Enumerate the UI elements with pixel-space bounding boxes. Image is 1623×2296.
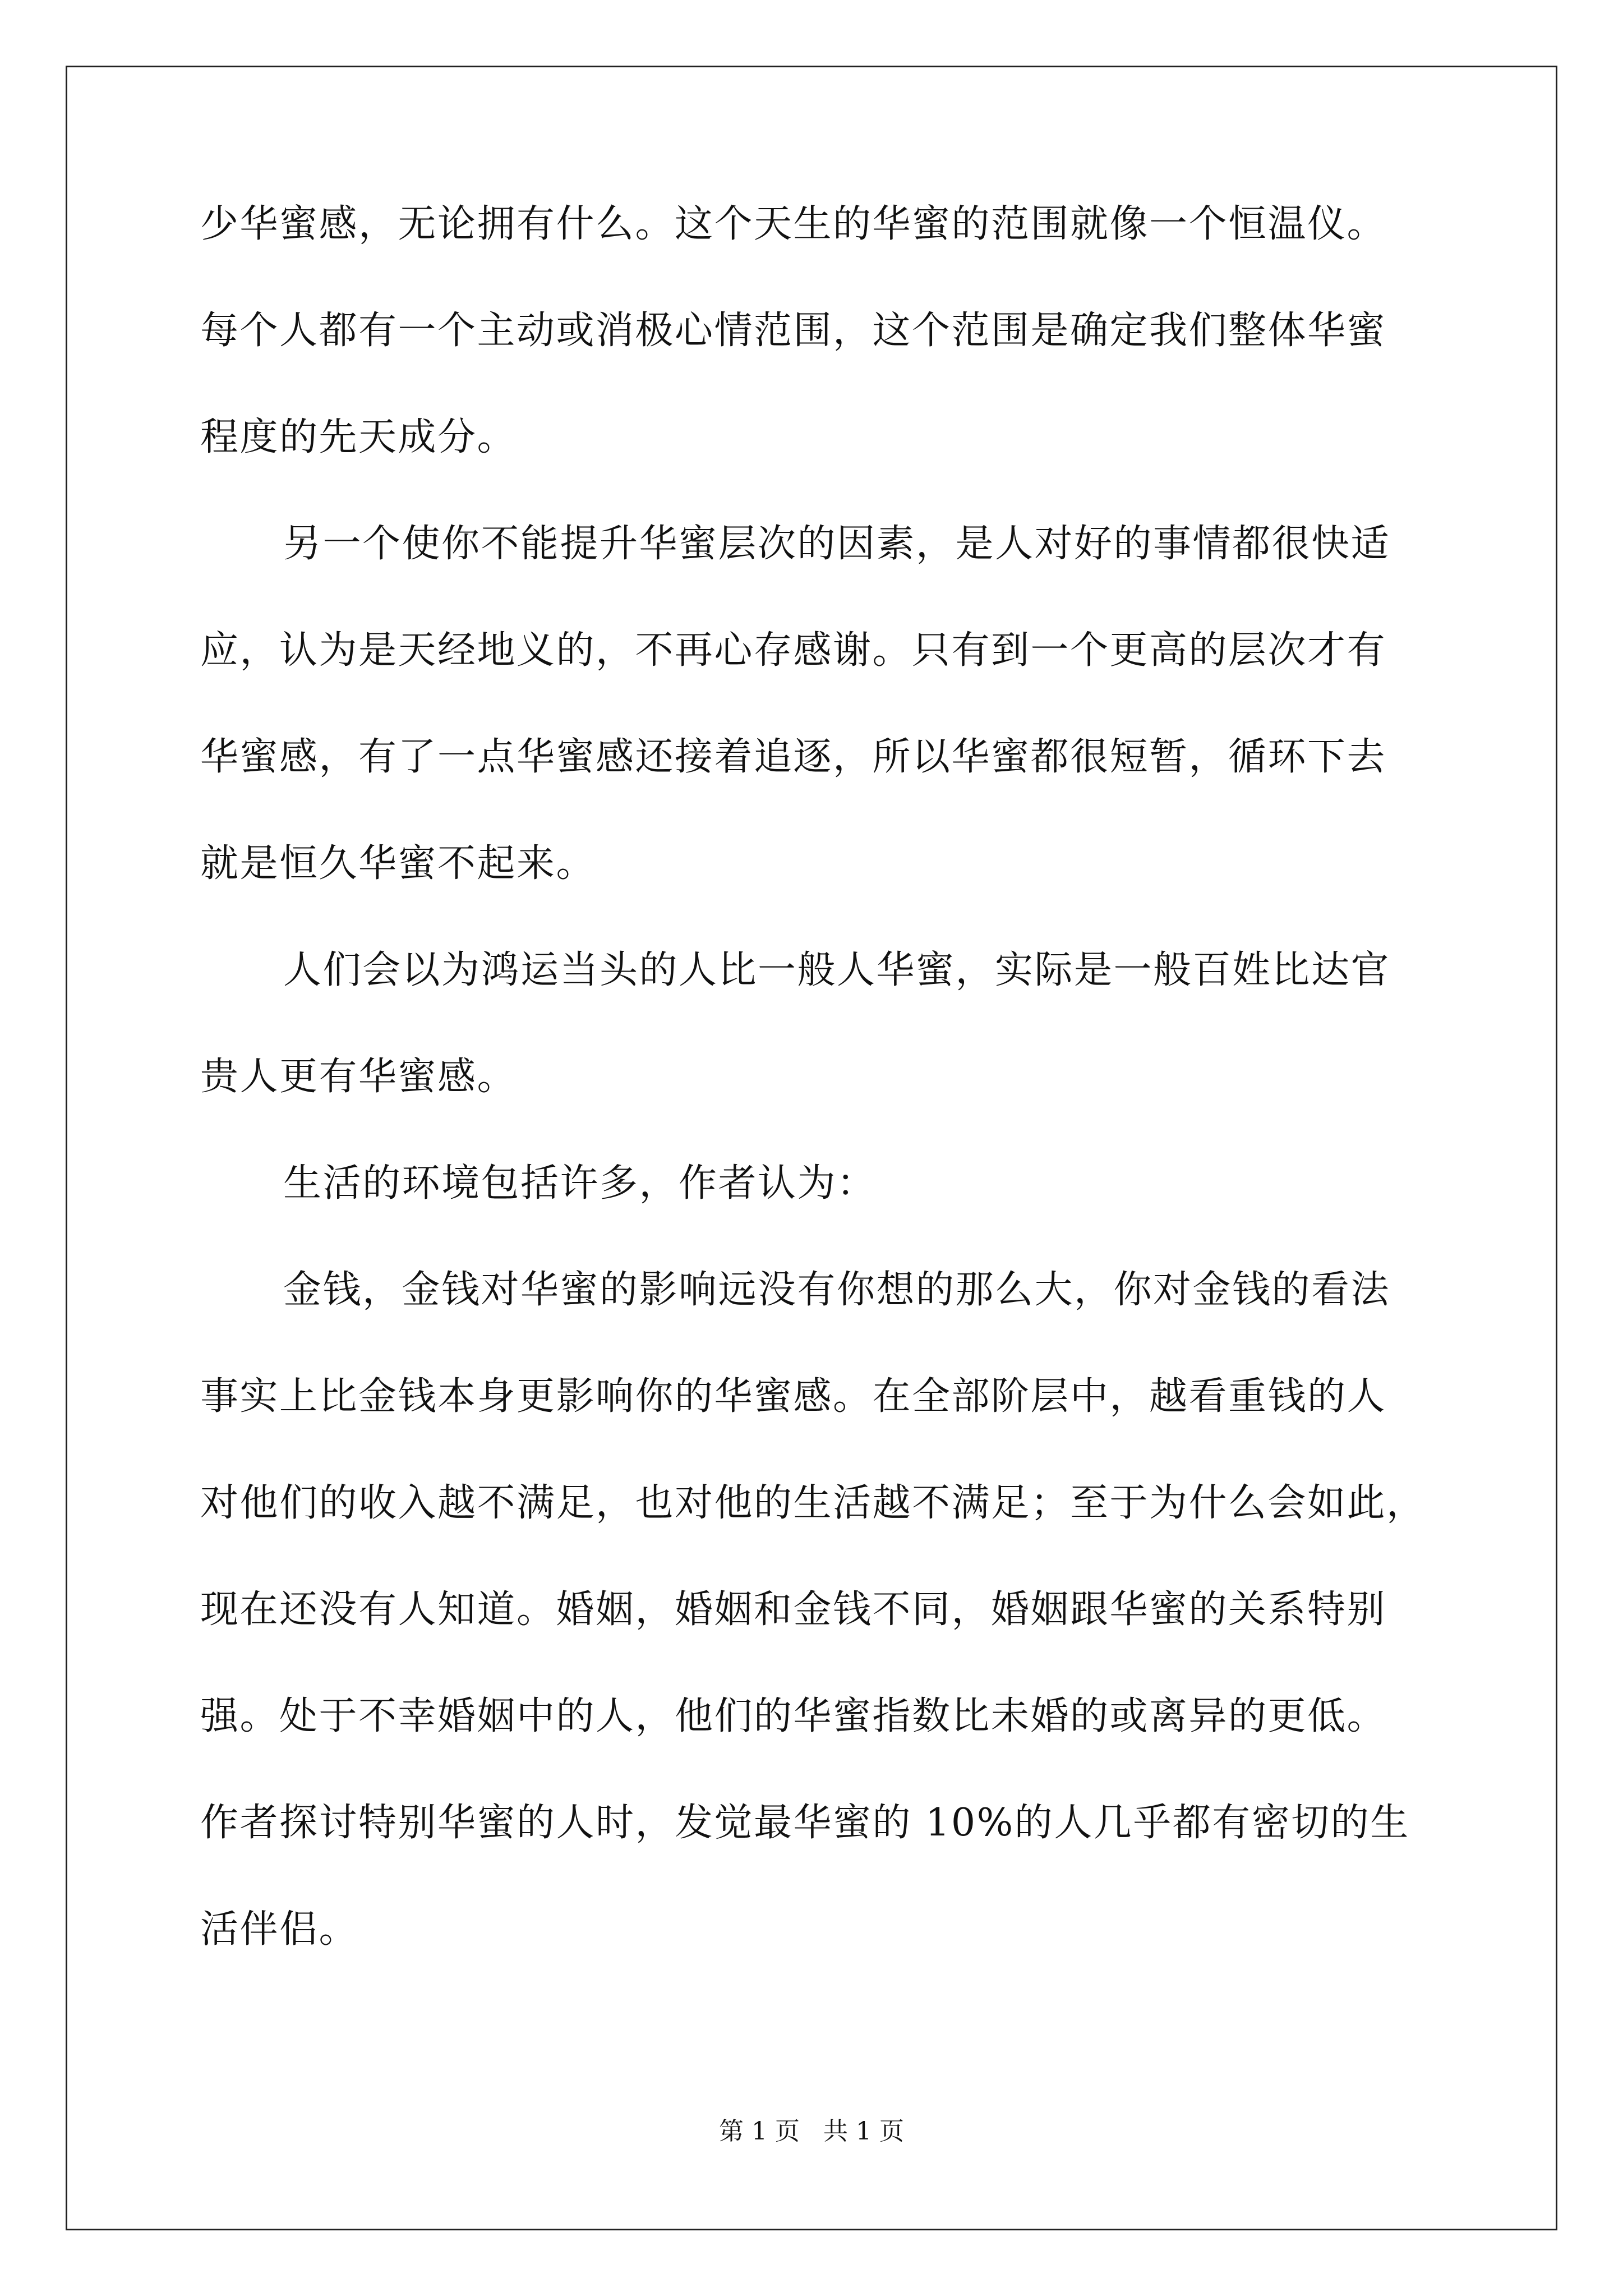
text-line: 作者探讨特别华蜜的人时，发觉最华蜜的 10%的人几乎都有密切的生 [200, 1801, 1410, 1845]
text-line: 程度的先天成分。 [200, 415, 517, 459]
page-border [66, 66, 1557, 2230]
page-number-footer: 第 1 页 共 1 页 [719, 2117, 904, 2146]
text-line: 事实上比金钱本身更影响你的华蜜感。在全部阶层中，越看重钱的人 [200, 1374, 1387, 1419]
text-line: 强。处于不幸婚姻中的人，他们的华蜜指数比未婚的或离异的更低。 [200, 1694, 1387, 1738]
text-line: 现在还没有人知道。婚姻，婚姻和金钱不同，婚姻跟华蜜的关系特别 [200, 1588, 1387, 1632]
text-line: 活伴侣。 [200, 1907, 359, 1952]
text-line: 应，认为是天经地义的，不再心存感谢。只有到一个更高的层次才有 [200, 628, 1387, 673]
paragraph-start-line: 金钱，金钱对华蜜的影响远没有你想的那么大，你对金钱的看法 [283, 1268, 1391, 1312]
paragraph-start-line: 生活的环境包括许多，作者认为： [283, 1161, 877, 1205]
text-line: 华蜜感，有了一点华蜜感还接着追逐，所以华蜜都很短暂，循环下去 [200, 735, 1387, 779]
text-line: 就是恒久华蜜不起来。 [200, 841, 596, 886]
paragraph-start-line: 人们会以为鸿运当头的人比一般人华蜜，实际是一般百姓比达官 [283, 948, 1391, 992]
text-line: 每个人都有一个主动或消极心情范围，这个范围是确定我们整体华蜜 [200, 309, 1387, 353]
text-line: 对他们的收入越不满足，也对他的生活越不满足；至于为什么会如此， [200, 1481, 1426, 1525]
text-line: 少华蜜感，无论拥有什么。这个天生的华蜜的范围就像一个恒温仪。 [200, 202, 1387, 246]
paragraph-start-line: 另一个使你不能提升华蜜层次的因素，是人对好的事情都很快适 [283, 522, 1391, 566]
text-line: 贵人更有华蜜感。 [200, 1055, 517, 1099]
